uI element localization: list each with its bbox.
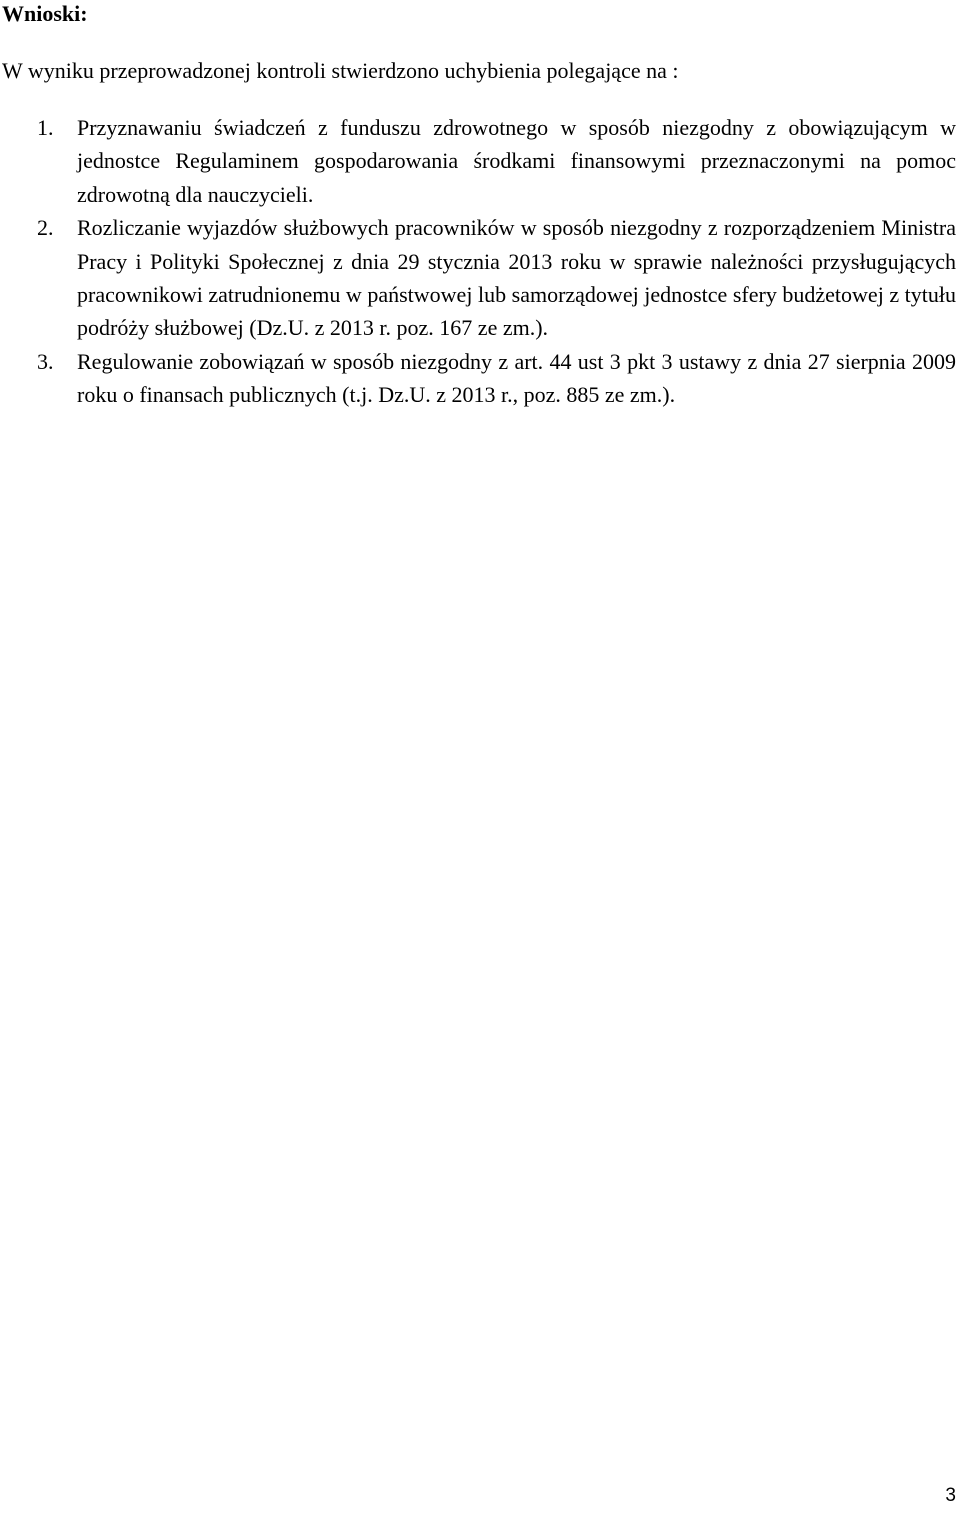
finding-item-2 bbox=[0, 211, 956, 345]
findings-list bbox=[0, 111, 956, 412]
page-number: 3 bbox=[945, 1485, 956, 1506]
finding-number: 2. bbox=[37, 215, 54, 241]
finding-item-3 bbox=[0, 345, 956, 412]
finding-number: 1. bbox=[37, 115, 54, 140]
finding-number: 3. bbox=[37, 348, 54, 374]
finding-text: Regulowanie zobowiązań w sposób niezgodny z art. 44 ust 3 pkt 3 ustawy z dnia 27 sierpnia 2009 roku o finansach publicznych (t.j. Dz.U. z 2013 r., poz. 885 ze zm.). bbox=[77, 348, 956, 408]
section-heading: Wnioski: bbox=[2, 1, 88, 26]
finding-text: Przyznawaniu świadczeń z funduszu zdrowotnego w sposób niezgodny z obowiązującym w jednostce Regulaminem gospodarowania środkami finansowymi przeznaczonymi na pomoc zdrowotną dla nauczycieli. bbox=[77, 115, 956, 207]
finding-text: Rozliczanie wyjazdów służbowych pracowników w sposób niezgodny z rozporządzeniem Ministra Pracy i Polityki Społecznej z dnia 29 stycznia 2013 roku w sprawie należności przysługujących pracownikowi zatrudnionemu w państwowej lub samorządowej jednostce sfery budżetowej z tytułu podróży służbowej (Dz.U. z 2013 r. poz. 167 ze zm.). bbox=[77, 215, 956, 341]
finding-item-1 bbox=[0, 111, 956, 211]
intro-paragraph: W wyniku przeprowadzonej kontroli stwierdzono uchybienia polegające na : bbox=[2, 58, 679, 83]
